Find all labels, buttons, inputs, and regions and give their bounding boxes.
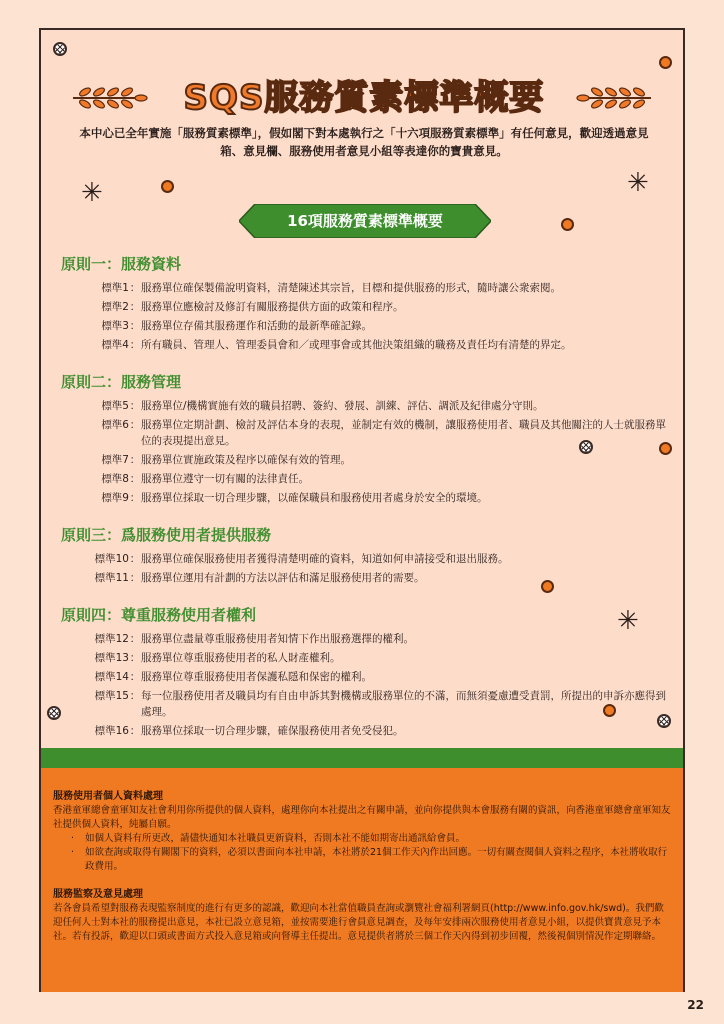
principle-1 [61,253,671,353]
standard-text: 服務單位尊重服務使用者保護私隱和保密的權利。 [141,671,372,683]
principle-title: 原則三：爲服務使用者提供服務 [61,526,272,544]
standard-number: 標準11 [94,572,129,584]
feedback-body: 若各會員希望對服務表現監察制度的進行有更多的認識，歡迎向本社當值職員查詢或瀏覽社會福利署網頁(http://www.info.gov.hk/swd)。我們歡迎任何人士對本社的服務提出意見，本社已設立意見箱，並按需要進行會員意見調查，及每年安排兩次服務使用者意見小組，以提供寶貴意見予本社。若有投訴，歡迎以口頭或書面方式投入意見箱或向督導主任提出。意見提供者將於三個工作天內得到初步回覆，然後視個別情況作定期聯絡。 [53,903,664,942]
principle-2 [61,371,671,506]
standard-row: 標準5 ： 服務單位/機構實施有效的職員招聘、簽約、發展、訓練、評估、調派及紀律處分守則。 [61,398,671,414]
standard-number: 標準5 [101,400,129,412]
standard-row: 標準14 ： 服務單位尊重服務使用者保護私隱和保密的權利。 [61,669,671,685]
standard-text: 服務單位採取一切合理步驟，以確保職員和服務使用者處身於安全的環境。 [141,492,488,504]
standard-row: 標準1 ： 服務單位確保製備說明資料，清楚陳述其宗旨，目標和提供服務的形式，隨時讓公衆索閱。 [61,280,671,296]
bullet-text: 如個人資料有所更改，請儘快通知本社職員更新資料，否則本社不能如期寄出通訊給會員。 [85,833,466,844]
standard-row: 標準8 ： 服務單位遵守一切有關的法律責任。 [61,471,671,487]
bullet-text: 如欲查詢或取得有關閣下的資料，必須以書面向本社申請，本社將於21個工作天內作出回應。一切有關查閱個人資料之程序，本社將收取行政費用。 [85,847,668,872]
ornament-dot-icon [561,218,574,231]
standard-text: 服務單位盡量尊重服務使用者知情下作出服務選擇的權利。 [141,633,414,645]
page-title: SQS服務質素標準概要 [183,78,545,118]
standard-text: 服務單位確保服務使用者獲得清楚明確的資料，知道如何申請接受和退出服務。 [141,553,509,565]
principle-4 [61,604,671,739]
standard-row: 標準7 ： 服務單位實施政策及程序以確保有效的管理。 [61,452,671,468]
ornament-dot-icon [541,580,554,593]
privacy-bullet: · 如欲查詢或取得有關閣下的資料，必須以書面向本社申請，本社將於21個工作天內作出回應。一切有關查閱個人資料之程序，本社將收取行政費用。 [71,846,671,874]
standard-number: 標準2 [101,301,129,313]
standard-text: 服務單位實施政策及程序以確保有效的管理。 [141,454,351,466]
standard-number: 標準4 [101,339,129,351]
principles-list [61,235,671,742]
ornament-dot-icon [659,442,672,455]
standard-number: 標準8 [101,473,129,485]
standard-number: 標準6 [101,419,129,431]
ornament-ball-icon [47,706,61,720]
standard-text: 所有職員、管理人、管理委員會和／或理事會或其他決策組織的職務及責任均有清楚的界定。 [141,339,572,351]
standard-row: 標準6 ： 服務單位定期計劃、檢討及評估本身的表現，並制定有效的機制，讓服務使用者、職員及其他關注的人士就服務單位的表現提出意見。 [61,417,671,449]
standard-number: 標準14 [94,671,129,683]
ornament-ball-icon [657,714,671,728]
standard-text: 服務單位尊重服務使用者的私人財產權利。 [141,652,341,664]
standard-text: 服務單位存備其服務運作和活動的最新準確記錄。 [141,320,372,332]
standard-row: 標準15 ： 每一位服務使用者及職員均有自由申訴其對機構或服務單位的不滿，而無須憂慮遭受責罰，所提出的申訴亦應得到處理。 [61,688,671,720]
standard-text: 服務單位確保製備說明資料，清楚陳述其宗旨，目標和提供服務的形式，隨時讓公衆索閱。 [141,282,561,294]
section-ribbon [239,204,491,238]
principle-title: 原則二：服務管理 [61,373,182,391]
principle-3 [61,524,671,586]
standard-row: 標準10 ： 服務單位確保服務使用者獲得清楚明確的資料，知道如何申請接受和退出服務。 [61,551,671,567]
ribbon-label: 16項服務質素標準概要 [287,212,443,230]
standard-number: 標準13 [94,652,129,664]
principle-title: 原則一：服務資料 [61,255,182,273]
standard-row: 標準9 ： 服務單位採取一切合理步驟，以確保職員和服務使用者處身於安全的環境。 [61,490,671,506]
standard-row: 標準2 ： 服務單位應檢討及修訂有關服務提供方面的政策和程序。 [61,299,671,315]
snowflake-icon: ✳ [81,178,103,208]
standard-number: 標準3 [101,320,129,332]
standard-text: 每一位服務使用者及職員均有自由申訴其對機構或服務單位的不滿，而無須憂慮遭受責罰，所提出的申訴亦應得到處理。 [141,690,666,718]
ornament-dot-icon [659,56,672,69]
intro-text: 本中心已全年實施「服務質素標準」，假如閣下對本處執行之「十六項服務質素標準」有任何意見，歡迎透過意見箱、意見欄、服務使用者意見小組等表達你的寶貴意見。 [79,126,649,158]
standard-row: 標準16 ： 服務單位採取一切合理步驟，確保服務使用者免受侵犯。 [61,723,671,739]
standard-number: 標準9 [101,492,129,504]
standard-number: 標準1 [101,282,129,294]
privacy-bullet: · 如個人資料有所更改，請儘快通知本社職員更新資料，否則本社不能如期寄出通訊給會員。 [71,833,466,844]
divider-bar [41,748,683,768]
standard-text: 服務單位應檢討及修訂有關服務提供方面的政策和程序。 [141,301,404,313]
standard-row: 標準12 ： 服務單位盡量尊重服務使用者知情下作出服務選擇的權利。 [61,631,671,647]
standard-text: 服務單位/機構實施有效的職員招聘、簽約、發展、訓練、評估、調派及紀律處分守則。 [141,400,544,412]
standard-text: 服務單位定期計劃、檢討及評估本身的表現，並制定有效的機制，讓服務使用者、職員及其他關注的人士就服務單位的表現提出意見。 [141,419,666,447]
principle-title: 原則四：尊重服務使用者權利 [61,606,257,624]
standard-text: 服務單位遵守一切有關的法律責任。 [141,473,309,485]
feedback-title: 服務監察及意見處理 [53,889,143,900]
standard-number: 標準15 [94,690,129,702]
ornament-dot-icon [603,704,616,717]
standard-number: 標準7 [101,454,129,466]
standard-row: 標準11 ： 服務單位運用有計劃的方法以評估和滿足服務使用者的需要。 [61,570,671,586]
standard-text: 服務單位採取一切合理步驟，確保服務使用者免受侵犯。 [141,725,404,737]
standard-row: 標準4 ： 所有職員、管理人、管理委員會和／或理事會或其他決策組織的職務及責任均有清楚的界定。 [61,337,671,353]
standard-row: 標準13 ： 服務單位尊重服務使用者的私人財產權利。 [61,650,671,666]
ornament-ball-icon [579,440,593,454]
standard-row: 標準3 ： 服務單位存備其服務運作和活動的最新準確記錄。 [61,318,671,334]
notice-panel [41,768,683,992]
title-row [41,72,687,124]
page-frame [39,28,685,992]
snowflake-icon: ✳ [617,606,639,636]
privacy-body: 香港童軍總會童軍知友社會利用你所提供的個人資料，處理你向本社提出之有關申請，並向你提供與本會服務有關的資訊，向香港童軍總會童軍知友社提供個人資料，純屬自願。 [53,805,671,830]
ornament-dot-icon [161,180,174,193]
standard-number: 標準10 [94,553,129,565]
ornament-ball-icon [53,42,67,56]
snowflake-icon: ✳ [627,168,649,198]
standard-number: 標準16 [94,725,129,737]
standard-number: 標準12 [94,633,129,645]
privacy-title: 服務使用者個人資料處理 [53,791,163,802]
page-number: 22 [687,998,704,1012]
standard-text: 服務單位運用有計劃的方法以評估和滿足服務使用者的需要。 [141,572,425,584]
